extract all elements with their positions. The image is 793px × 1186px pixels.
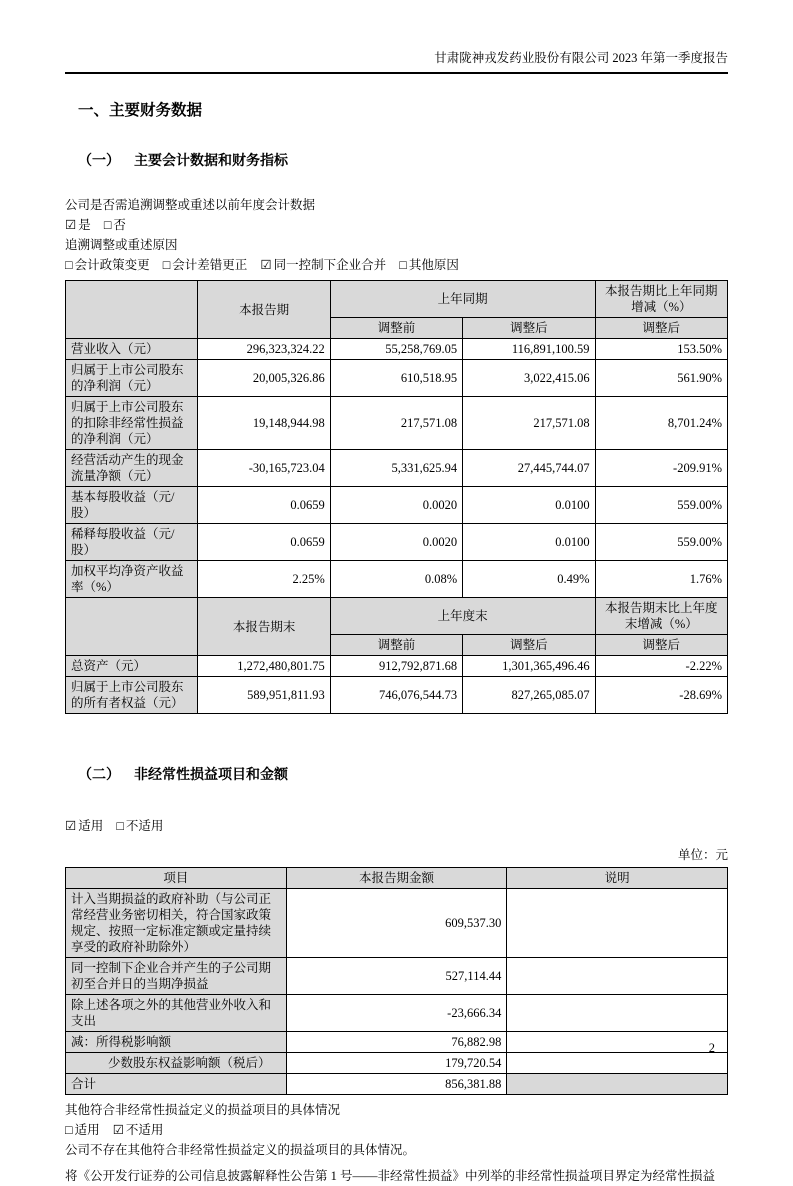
restate-options bbox=[65, 215, 728, 235]
cell-value: 217,571.08 bbox=[463, 397, 595, 450]
unit-label: 单位：元 bbox=[677, 848, 728, 862]
other-not-applicable-option bbox=[113, 1123, 164, 1137]
corner-cell bbox=[66, 281, 198, 339]
col-subheader-change-after: 调整后 bbox=[595, 635, 727, 656]
cell-value: 559.00% bbox=[595, 487, 727, 524]
cell-value: 1.76% bbox=[595, 561, 727, 598]
reason-other-option bbox=[399, 258, 459, 272]
col-header-change: 本报告期比上年同期增减（%） bbox=[595, 281, 727, 318]
checkbox-checked-icon: ☑ bbox=[65, 819, 77, 833]
total-label: 合计 bbox=[66, 1074, 287, 1095]
row-label: 归属于上市公司股东的净利润（元） bbox=[66, 360, 198, 397]
row-label: 稀释每股收益（元/股） bbox=[66, 524, 198, 561]
reason-other-label: 其他原因 bbox=[408, 258, 459, 272]
page-number: 2 bbox=[708, 1041, 715, 1055]
cell-value: 8,701.24% bbox=[595, 397, 727, 450]
cell-value: 55,258,769.05 bbox=[330, 339, 462, 360]
col-subheader-after: 调整后 bbox=[463, 635, 595, 656]
cell-value: 0.0020 bbox=[330, 487, 462, 524]
restate-question-text: 公司是否需追溯调整或重述以前年度会计数据 bbox=[65, 198, 316, 212]
restate-reason-options bbox=[65, 255, 728, 275]
definition-text: 将《公开发行证券的公司信息披露解释性公告第 1 号——非经常性损益》中列举的非经常性损益项目界定为经常性损益 bbox=[65, 1169, 716, 1183]
reason-merger-option bbox=[260, 258, 386, 272]
cell-value: 296,323,324.22 bbox=[198, 339, 330, 360]
table-row bbox=[66, 339, 728, 360]
cell-value: 153.50% bbox=[595, 339, 727, 360]
reason-policy-option bbox=[65, 258, 150, 272]
cell-value: 0.0659 bbox=[198, 524, 330, 561]
subsection-label: 非经常性损益项目和金额 bbox=[134, 768, 288, 783]
cell-value: 0.0659 bbox=[198, 487, 330, 524]
col-header-prior: 上年同期 bbox=[330, 281, 595, 318]
not-applicable-option bbox=[116, 819, 163, 833]
table-row bbox=[66, 450, 728, 487]
cell-value: -209.91% bbox=[595, 450, 727, 487]
cell-value: 610,518.95 bbox=[330, 360, 462, 397]
cell-value: 3,022,415.06 bbox=[463, 360, 595, 397]
cell-value: 561.90% bbox=[595, 360, 727, 397]
checkbox-checked-icon: ☑ bbox=[65, 218, 77, 232]
note-cell bbox=[507, 1032, 728, 1053]
note-cell bbox=[507, 1053, 728, 1074]
row-label: 归属于上市公司股东的所有者权益（元） bbox=[66, 677, 198, 714]
cell-value: 0.0100 bbox=[463, 487, 595, 524]
not-applicable-label: 不适用 bbox=[125, 819, 164, 833]
item-label: 减：所得税影响额 bbox=[66, 1032, 287, 1053]
cell-value: -2.22% bbox=[595, 656, 727, 677]
amount-value: -23,666.34 bbox=[286, 995, 507, 1032]
total-amount-value: 856,381.88 bbox=[286, 1074, 507, 1095]
table-row bbox=[66, 524, 728, 561]
subsection-number: （一） bbox=[78, 154, 120, 169]
other-items-label: 其他符合非经常性损益定义的损益项目的具体情况 bbox=[65, 1103, 341, 1117]
row-label: 总资产（元） bbox=[66, 656, 198, 677]
table-row bbox=[66, 487, 728, 524]
table-row bbox=[66, 397, 728, 450]
restate-no-option bbox=[104, 218, 126, 232]
table-header-row bbox=[66, 868, 728, 889]
cell-value: 27,445,744.07 bbox=[463, 450, 595, 487]
cell-value: 589,951,811.93 bbox=[198, 677, 330, 714]
item-label: 计入当期损益的政府补助（与公司正常经营业务密切相关，符合国家政策规定、按照一定标准定额或定量持续享受的政府补助除外） bbox=[66, 889, 287, 958]
subsection-label: 主要会计数据和财务指标 bbox=[134, 154, 288, 169]
row-label: 营业收入（元） bbox=[66, 339, 198, 360]
cell-value: 5,331,625.94 bbox=[330, 450, 462, 487]
row-label: 加权平均净资产收益率（%） bbox=[66, 561, 198, 598]
other-applicable-option bbox=[65, 1123, 100, 1137]
checkbox-checked-icon: ☑ bbox=[260, 258, 272, 272]
table-header-row-2 bbox=[66, 598, 728, 635]
cell-value: 0.08% bbox=[330, 561, 462, 598]
row-label: 归属于上市公司股东的扣除非经常性损益的净利润（元） bbox=[66, 397, 198, 450]
cell-value: 19,148,944.98 bbox=[198, 397, 330, 450]
restate-no-label: 否 bbox=[113, 218, 126, 232]
table-row bbox=[66, 360, 728, 397]
cell-value: 746,076,544.73 bbox=[330, 677, 462, 714]
table-row bbox=[66, 1032, 728, 1053]
applicable-option bbox=[65, 819, 103, 833]
col-header-amount: 本报告期金额 bbox=[286, 868, 507, 889]
key-financial-data-table bbox=[65, 280, 728, 714]
restate-yes-option bbox=[65, 218, 91, 232]
restate-reason-label: 追溯调整或重述原因 bbox=[65, 238, 178, 252]
note-cell bbox=[507, 958, 728, 995]
reason-policy-label: 会计政策变更 bbox=[74, 258, 150, 272]
amount-value: 179,720.54 bbox=[286, 1053, 507, 1074]
col-header-period-end: 本报告期末 bbox=[198, 598, 330, 656]
col-header-item: 项目 bbox=[66, 868, 287, 889]
applicable-label: 适用 bbox=[78, 819, 104, 833]
document-header-title: 甘肃陇神戎发药业股份有限公司 2023 年第一季度报告 bbox=[65, 50, 728, 74]
note-cell bbox=[507, 889, 728, 958]
cell-value: 559.00% bbox=[595, 524, 727, 561]
non-recurring-items-table bbox=[65, 867, 728, 1095]
table-header-row bbox=[66, 281, 728, 318]
checkbox-unchecked-icon: □ bbox=[65, 258, 73, 272]
cell-value: 0.0020 bbox=[330, 524, 462, 561]
cell-value: 1,272,480,801.75 bbox=[198, 656, 330, 677]
cell-value: 0.49% bbox=[463, 561, 595, 598]
applicable-options bbox=[65, 816, 728, 836]
table-row bbox=[66, 889, 728, 958]
subsection-number: （二） bbox=[78, 768, 120, 783]
restate-yes-label: 是 bbox=[78, 218, 91, 232]
cell-value: 827,265,085.07 bbox=[463, 677, 595, 714]
checkbox-unchecked-icon: □ bbox=[162, 258, 171, 272]
col-header-note: 说明 bbox=[507, 868, 728, 889]
checkbox-unchecked-icon: □ bbox=[103, 218, 112, 232]
other-applicable-label: 适用 bbox=[74, 1123, 100, 1137]
cell-value: 0.0100 bbox=[463, 524, 595, 561]
cell-value: 1,301,365,496.46 bbox=[463, 656, 595, 677]
cell-value: 217,571.08 bbox=[330, 397, 462, 450]
corner-cell bbox=[66, 598, 198, 656]
note-cell bbox=[507, 995, 728, 1032]
cell-value: -30,165,723.04 bbox=[198, 450, 330, 487]
col-header-prior-year-end: 上年度末 bbox=[330, 598, 595, 635]
table-row bbox=[66, 677, 728, 714]
col-subheader-change-after: 调整后 bbox=[595, 318, 727, 339]
amount-value: 76,882.98 bbox=[286, 1032, 507, 1053]
row-label: 经营活动产生的现金流量净额（元） bbox=[66, 450, 198, 487]
other-not-applicable-label: 不适用 bbox=[125, 1123, 164, 1137]
checkbox-checked-icon: ☑ bbox=[112, 1123, 124, 1137]
table-row bbox=[66, 958, 728, 995]
amount-value: 609,537.30 bbox=[286, 889, 507, 958]
item-label: 同一控制下企业合并产生的子公司期初至合并日的当期净损益 bbox=[66, 958, 287, 995]
cell-value: 20,005,326.86 bbox=[198, 360, 330, 397]
table-row bbox=[66, 995, 728, 1032]
no-other-items-text: 公司不存在其他符合非经常性损益定义的损益项目的具体情况。 bbox=[65, 1143, 416, 1157]
note-cell bbox=[507, 1074, 728, 1095]
table-row bbox=[66, 656, 728, 677]
col-header-change-end: 本报告期末比上年度末增减（%） bbox=[595, 598, 727, 635]
table-total-row bbox=[66, 1074, 728, 1095]
reason-error-label: 会计差错更正 bbox=[172, 258, 248, 272]
cell-value: -28.69% bbox=[595, 677, 727, 714]
table-row bbox=[66, 1053, 728, 1074]
subsection-title-2 bbox=[78, 764, 728, 784]
checkbox-unchecked-icon: □ bbox=[399, 258, 407, 272]
amount-value: 527,114.44 bbox=[286, 958, 507, 995]
subsection-title-1 bbox=[78, 150, 728, 170]
section-title-main: 一、主要财务数据 bbox=[78, 102, 203, 119]
reason-merger-label: 同一控制下企业合并 bbox=[273, 258, 387, 272]
cell-value: 116,891,100.59 bbox=[463, 339, 595, 360]
item-label: 少数股东权益影响额（税后） bbox=[66, 1053, 287, 1074]
col-subheader-after: 调整后 bbox=[463, 318, 595, 339]
other-items-options bbox=[65, 1120, 728, 1140]
col-subheader-before: 调整前 bbox=[330, 318, 462, 339]
col-header-current: 本报告期 bbox=[198, 281, 330, 339]
cell-value: 2.25% bbox=[198, 561, 330, 598]
reason-error-option bbox=[163, 258, 248, 272]
item-label: 除上述各项之外的其他营业外收入和支出 bbox=[66, 995, 287, 1032]
checkbox-unchecked-icon: □ bbox=[65, 1123, 73, 1137]
checkbox-unchecked-icon: □ bbox=[116, 819, 124, 833]
table-row bbox=[66, 561, 728, 598]
col-subheader-before: 调整前 bbox=[330, 635, 462, 656]
row-label: 基本每股收益（元/股） bbox=[66, 487, 198, 524]
cell-value: 912,792,871.68 bbox=[330, 656, 462, 677]
